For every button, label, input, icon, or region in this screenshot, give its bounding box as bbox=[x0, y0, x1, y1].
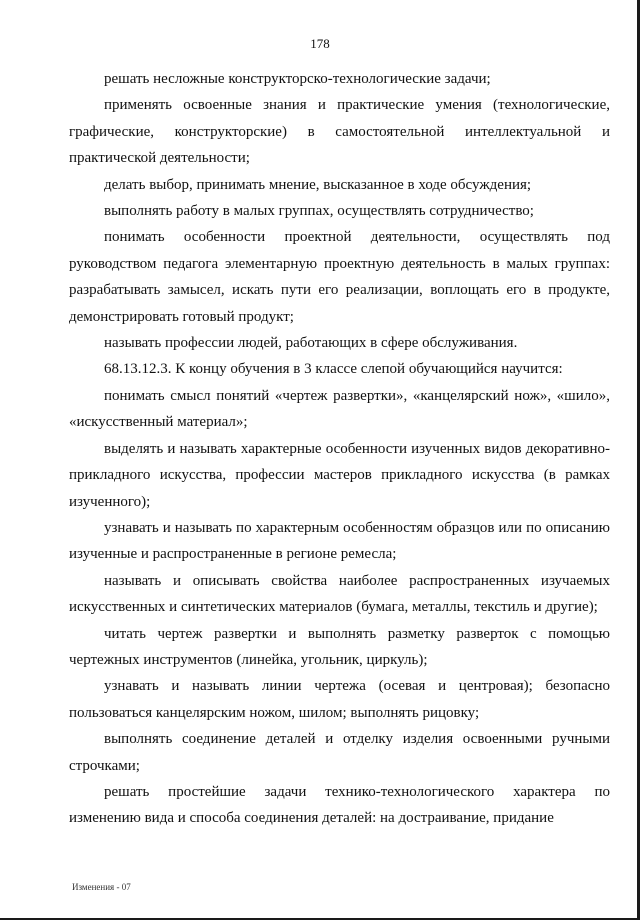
paragraph-11: называть и описывать свойства наиболее распространенных изучаемых искусственных и синтетических материалов (бумага, металлы, текстиль и другие); bbox=[69, 572, 610, 616]
paragraph-4: выполнять работу в малых группах, осуществлять сотрудничество; bbox=[104, 203, 534, 220]
page-number: 178 bbox=[310, 36, 330, 51]
paragraph-2: применять освоенные знания и практические умения (технологические, графические, конструкторские) в самостоятельной интеллектуальной и практической деятельности; bbox=[69, 97, 610, 167]
paragraph-15: решать простейшие задачи технико-технологического характера по изменению вида и способа соединения деталей: на достраивание, придание bbox=[69, 783, 610, 827]
paragraph-3: делать выбор, принимать мнение, высказанное в ходе обсуждения; bbox=[104, 176, 532, 193]
paragraph-14: выполнять соединение деталей и отделку изделия освоенными ручными строчками; bbox=[69, 731, 610, 774]
paragraph-8: понимать смысл понятий «чертеж развертки», «канцелярский нож», «шило», «искусственный материал»; bbox=[69, 387, 610, 431]
paragraph-9: выделять и называть характерные особенности изученных видов декоративно-прикладного искусства, профессии мастеров прикладного искусства (в рамках изученного); bbox=[69, 440, 610, 510]
page-footer: Изменения - 07 bbox=[72, 882, 131, 892]
page-body bbox=[69, 66, 610, 832]
paragraph-5: понимать особенности проектной деятельности, осуществлять под руководством педагога элементарную проектную деятельность в малых группах: разрабатывать замысел, искать пути его реализации, воплощать его в продукте, демонстрировать готовый продукт; bbox=[69, 229, 610, 325]
paragraph-12: читать чертеж развертки и выполнять разметку разверток с помощью чертежных инструментов (линейка, угольник, циркуль); bbox=[69, 625, 610, 668]
paragraph-13: узнавать и называть линии чертежа (осевая и центровая); безопасно пользоваться канцелярским ножом, шилом; выполнять рицовку; bbox=[69, 678, 610, 721]
paragraph-10: узнавать и называть по характерным особенностям образцов или по описанию изученные и распространенные в регионе ремесла; bbox=[69, 519, 610, 563]
paragraph-6: называть профессии людей, работающих в сфере обслуживания. bbox=[104, 335, 518, 352]
paragraph-7: 68.13.12.3. К концу обучения в 3 классе слепой обучающийся научится: bbox=[104, 361, 563, 378]
paragraph-1: решать несложные конструкторско-технологические задачи; bbox=[104, 71, 491, 87]
